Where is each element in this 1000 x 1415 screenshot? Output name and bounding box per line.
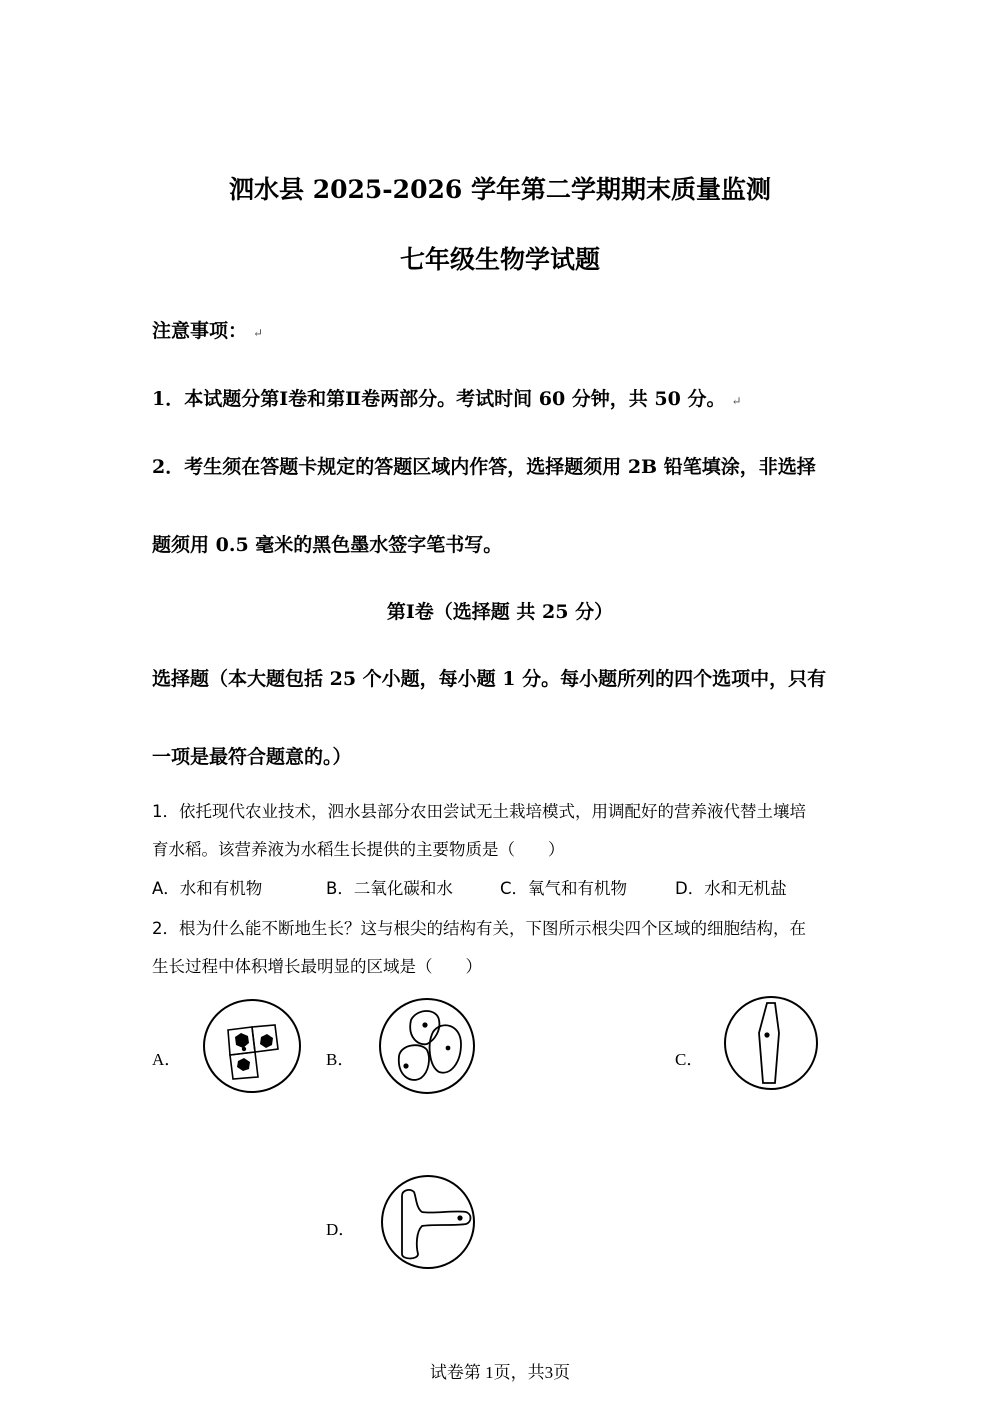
section-title: 第Ⅰ卷（选择题 共 25 分） <box>386 601 614 623</box>
notice-heading-text: 注意事项： <box>152 320 248 342</box>
question-2-line-2: 生长过程中体积增长最明显的区域是（ ） <box>152 957 482 976</box>
notice-item-1-text: 1．本试题分第Ⅰ卷和第Ⅱ卷两部分。考试时间 60 分钟，共 50 分。 <box>152 388 726 410</box>
notice-heading <box>152 316 263 343</box>
meristematic-zone-cells-figure <box>200 997 304 1095</box>
question-2-line-1: 2．根为什么能不断地生长？这与根尖的结构有关，下图所示根尖四个区域的细胞结构，在 <box>152 919 806 938</box>
question-2-option-a-label: A． <box>152 1050 182 1069</box>
question-2-option-d-label: D． <box>326 1220 356 1239</box>
question-2-option-b-label: B． <box>326 1050 355 1069</box>
page-footer: 试卷第 1页，共3页 <box>429 1363 571 1382</box>
paragraph-mark-icon: ↵ <box>731 394 742 408</box>
question-1-line-2: 育水稻。该营养液为水稻生长提供的主要物质是（ ） <box>152 840 565 859</box>
question-2-option-c-label: C． <box>675 1050 704 1069</box>
notice-item-2-line-1: 2．考生须在答题卡规定的答题区域内作答，选择题须用 2B 铅笔填涂，非选择 <box>152 456 816 478</box>
notice-item-2-line-2: 题须用 0.5 毫米的黑色墨水签字笔书写。 <box>152 534 503 556</box>
exam-subtitle: 七年级生物学试题 <box>399 245 600 274</box>
question-1-option-b: B．二氧化碳和水 <box>326 879 453 898</box>
exam-title: 泗水县 2025-2026 学年第二学期期末质量监测 <box>229 175 771 204</box>
elongated-cell-figure <box>721 993 821 1093</box>
section-instruction-line-1: 选择题（本大题包括 25 个小题，每小题 1 分。每小题所列的四个选项中，只有 <box>152 668 827 690</box>
elongation-zone-cells-figure <box>377 996 477 1096</box>
question-1-option-c: C．氧气和有机物 <box>500 879 628 898</box>
section-instruction-line-2: 一项是最符合题意的。） <box>152 746 352 768</box>
root-hair-cell-figure <box>378 1172 478 1272</box>
question-1-option-a: A．水和有机物 <box>152 879 263 898</box>
notice-item-1 <box>152 384 742 411</box>
question-1-line-1: 1．依托现代农业技术，泗水县部分农田尝试无土栽培模式，用调配好的营养液代替土壤培 <box>152 802 806 821</box>
question-1-option-d: D．水和无机盐 <box>675 879 787 898</box>
paragraph-mark-icon: ↵ <box>253 326 264 340</box>
